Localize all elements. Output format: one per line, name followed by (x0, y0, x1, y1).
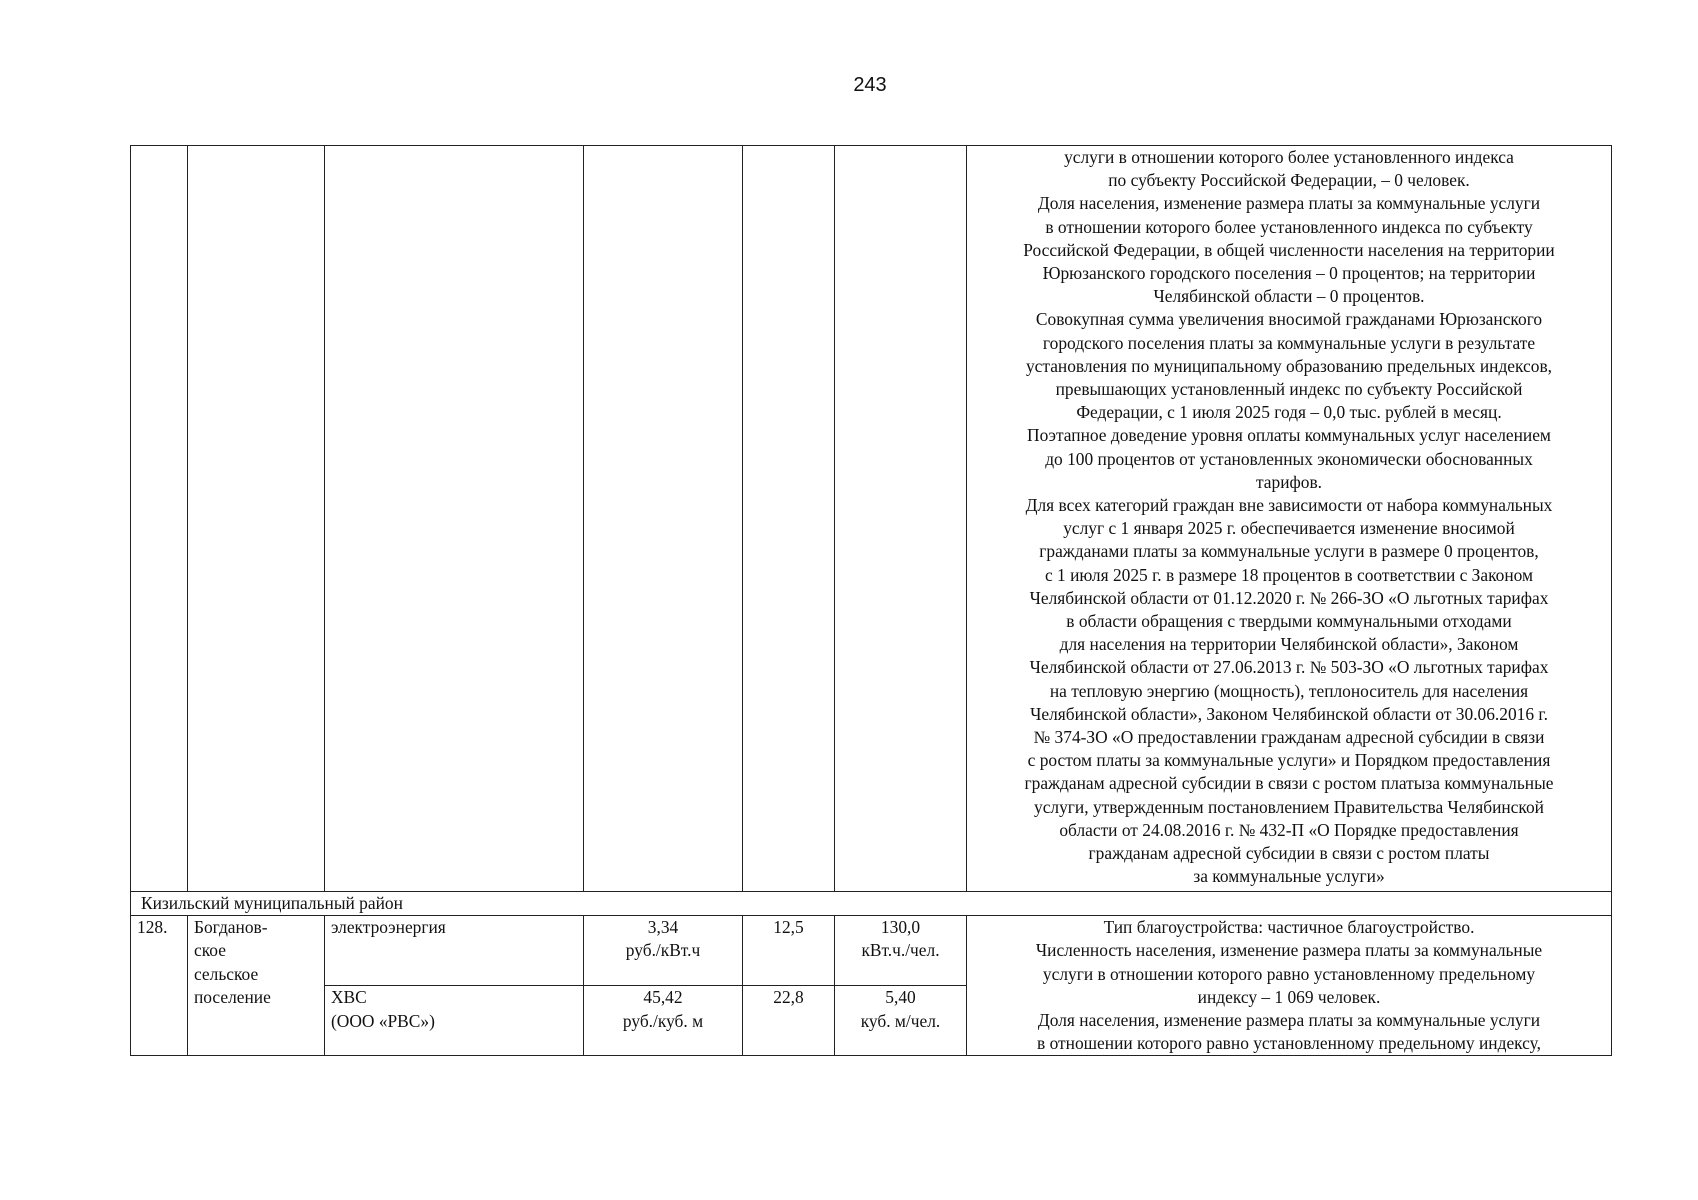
norm-value (835, 916, 967, 986)
entry-notes (967, 916, 1612, 1056)
note-line: за коммунальные услуги» (1193, 866, 1385, 887)
note-line: Доля населения, изменение размера платы за коммунальные услуги (1037, 193, 1541, 214)
tariff-line: 3,34 (647, 917, 679, 938)
note-line: индексу – 1 069 человек. (1197, 986, 1381, 1007)
note-line: Доля населения, изменение размера платы за коммунальные услуги (1037, 1010, 1541, 1031)
note-line: до 100 процентов от установленных экономически обоснованных (1045, 448, 1533, 469)
cell-empty-norm (835, 146, 967, 892)
note-line: Челябинской области – 0 процентов. (1153, 286, 1425, 307)
cell-empty-service (325, 146, 584, 892)
entry-row (131, 916, 1612, 986)
cell-empty-tariff (584, 146, 743, 892)
note-line: Челябинской области от 01.12.2020 г. № 266-ЗО «О льготных тарифах (1029, 587, 1549, 608)
note-line: услуг с 1 января 2025 г. обеспечивается изменение вносимой (1063, 518, 1515, 539)
note-line: в отношении которого более установленного индекса по субъекту (1045, 216, 1533, 237)
note-line: в области обращения с твердыми коммунальными отходами (1066, 611, 1512, 632)
tariff-value (584, 986, 743, 1056)
continuation-notes (967, 146, 1612, 892)
note-line: Поэтапное доведение уровня оплаты коммунальных услуг населением (1027, 425, 1551, 446)
note-line: на тепловую энергию (мощность), теплоноситель для населения (1049, 680, 1529, 701)
settlement-name (188, 916, 325, 1056)
note-line: области от 24.08.2016 г. № 432-П «О Порядке предоставления (1059, 819, 1519, 840)
service-line: электроэнергия (331, 917, 446, 938)
note-line: с 1 июля 2025 г. в размере 18 процентов в соответствии с Законом (1044, 564, 1534, 585)
note-line: услуги, утвержденным постановлением Правительства Челябинской (1034, 796, 1544, 817)
note-line: Федерации, с 1 июля 2025 годя – 0,0 тыс. рублей в месяц. (1076, 402, 1502, 423)
note-line: городского поселения платы за коммунальные услуги в результате (1042, 332, 1536, 353)
note-line: гражданам адресной субсидии в связи с ростом платыза коммунальные (1024, 773, 1554, 794)
index-value: 22,8 (743, 986, 835, 1056)
settlement-line: поселение (194, 986, 271, 1007)
tariff-value (584, 916, 743, 986)
settlement-line: ское (194, 940, 226, 961)
norm-line: 5,40 (885, 987, 916, 1008)
note-line: с ростом платы за коммунальные услуги» и Порядком предоставления (1027, 750, 1551, 771)
note-line: услуги в отношении которого равно установленному предельному (1042, 963, 1536, 984)
note-line: превышающих установленный индекс по субъекту Российской (1055, 379, 1523, 400)
note-line: Совокупная сумма увеличения вносимой гражданами Юрюзанского (1035, 309, 1543, 330)
district-name: Кизильский муниципальный район (131, 892, 1612, 916)
norm-line: 130,0 (880, 917, 921, 938)
note-line: Численность населения, изменение размера платы за коммунальные (1035, 940, 1543, 961)
norm-line: куб. м/чел. (860, 1010, 941, 1031)
service-name (325, 986, 584, 1056)
note-line: Челябинской области от 27.06.2013 г. № 503-ЗО «О льготных тарифах (1029, 657, 1549, 678)
district-row (131, 892, 1612, 916)
note-line: Челябинской области», Законом Челябинской области от 30.06.2016 г. (1030, 703, 1548, 724)
note-line: гражданами платы за коммунальные услуги в размере 0 процентов, (1039, 541, 1539, 562)
note-line: установления по муниципальному образованию предельных индексов, (1025, 355, 1552, 376)
note-line: Российской Федерации, в общей численности населения на территории (1023, 239, 1555, 260)
service-line: ХВС (331, 987, 367, 1008)
entry-number: 128. (131, 916, 188, 1056)
note-line: № 374-ЗО «О предоставлении гражданам адресной субсидии в связи (1033, 727, 1545, 748)
cell-empty-number (131, 146, 188, 892)
page-number: 243 (853, 74, 887, 96)
note-line: Для всех категорий граждан вне зависимости от набора коммунальных (1025, 495, 1553, 516)
norm-value (835, 986, 967, 1056)
continuation-row (131, 146, 1612, 892)
tariff-line: руб./кВт.ч (625, 940, 701, 961)
settlement-line: Богданов- (194, 917, 268, 938)
cell-empty-settlement (188, 146, 325, 892)
tariff-line: руб./куб. м (622, 1010, 704, 1031)
note-line: Юрюзанского городского поселения – 0 процентов; на территории (1042, 263, 1536, 284)
tariff-table (130, 145, 1612, 1056)
note-line: тарифов. (1255, 471, 1323, 492)
index-value: 12,5 (743, 916, 835, 986)
tariff-line: 45,42 (643, 987, 683, 1008)
note-line: Тип благоустройства: частичное благоустройство. (1103, 917, 1475, 938)
note-line: в отношении которого равно установленному предельному индексу, (1037, 1033, 1541, 1054)
norm-line: кВт.ч./чел. (861, 940, 940, 961)
service-line: (ООО «РВС») (331, 1010, 435, 1031)
note-line: по субъекту Российской Федерации, – 0 человек. (1108, 170, 1470, 191)
note-line: услуги в отношении которого более установленного индекса (1064, 147, 1514, 167)
note-line: гражданам адресной субсидии в связи с ростом платы (1088, 843, 1490, 864)
settlement-line: сельское (194, 963, 259, 984)
cell-empty-index (743, 146, 835, 892)
note-line: для населения на территории Челябинской области», Законом (1059, 634, 1519, 655)
service-name (325, 916, 584, 986)
